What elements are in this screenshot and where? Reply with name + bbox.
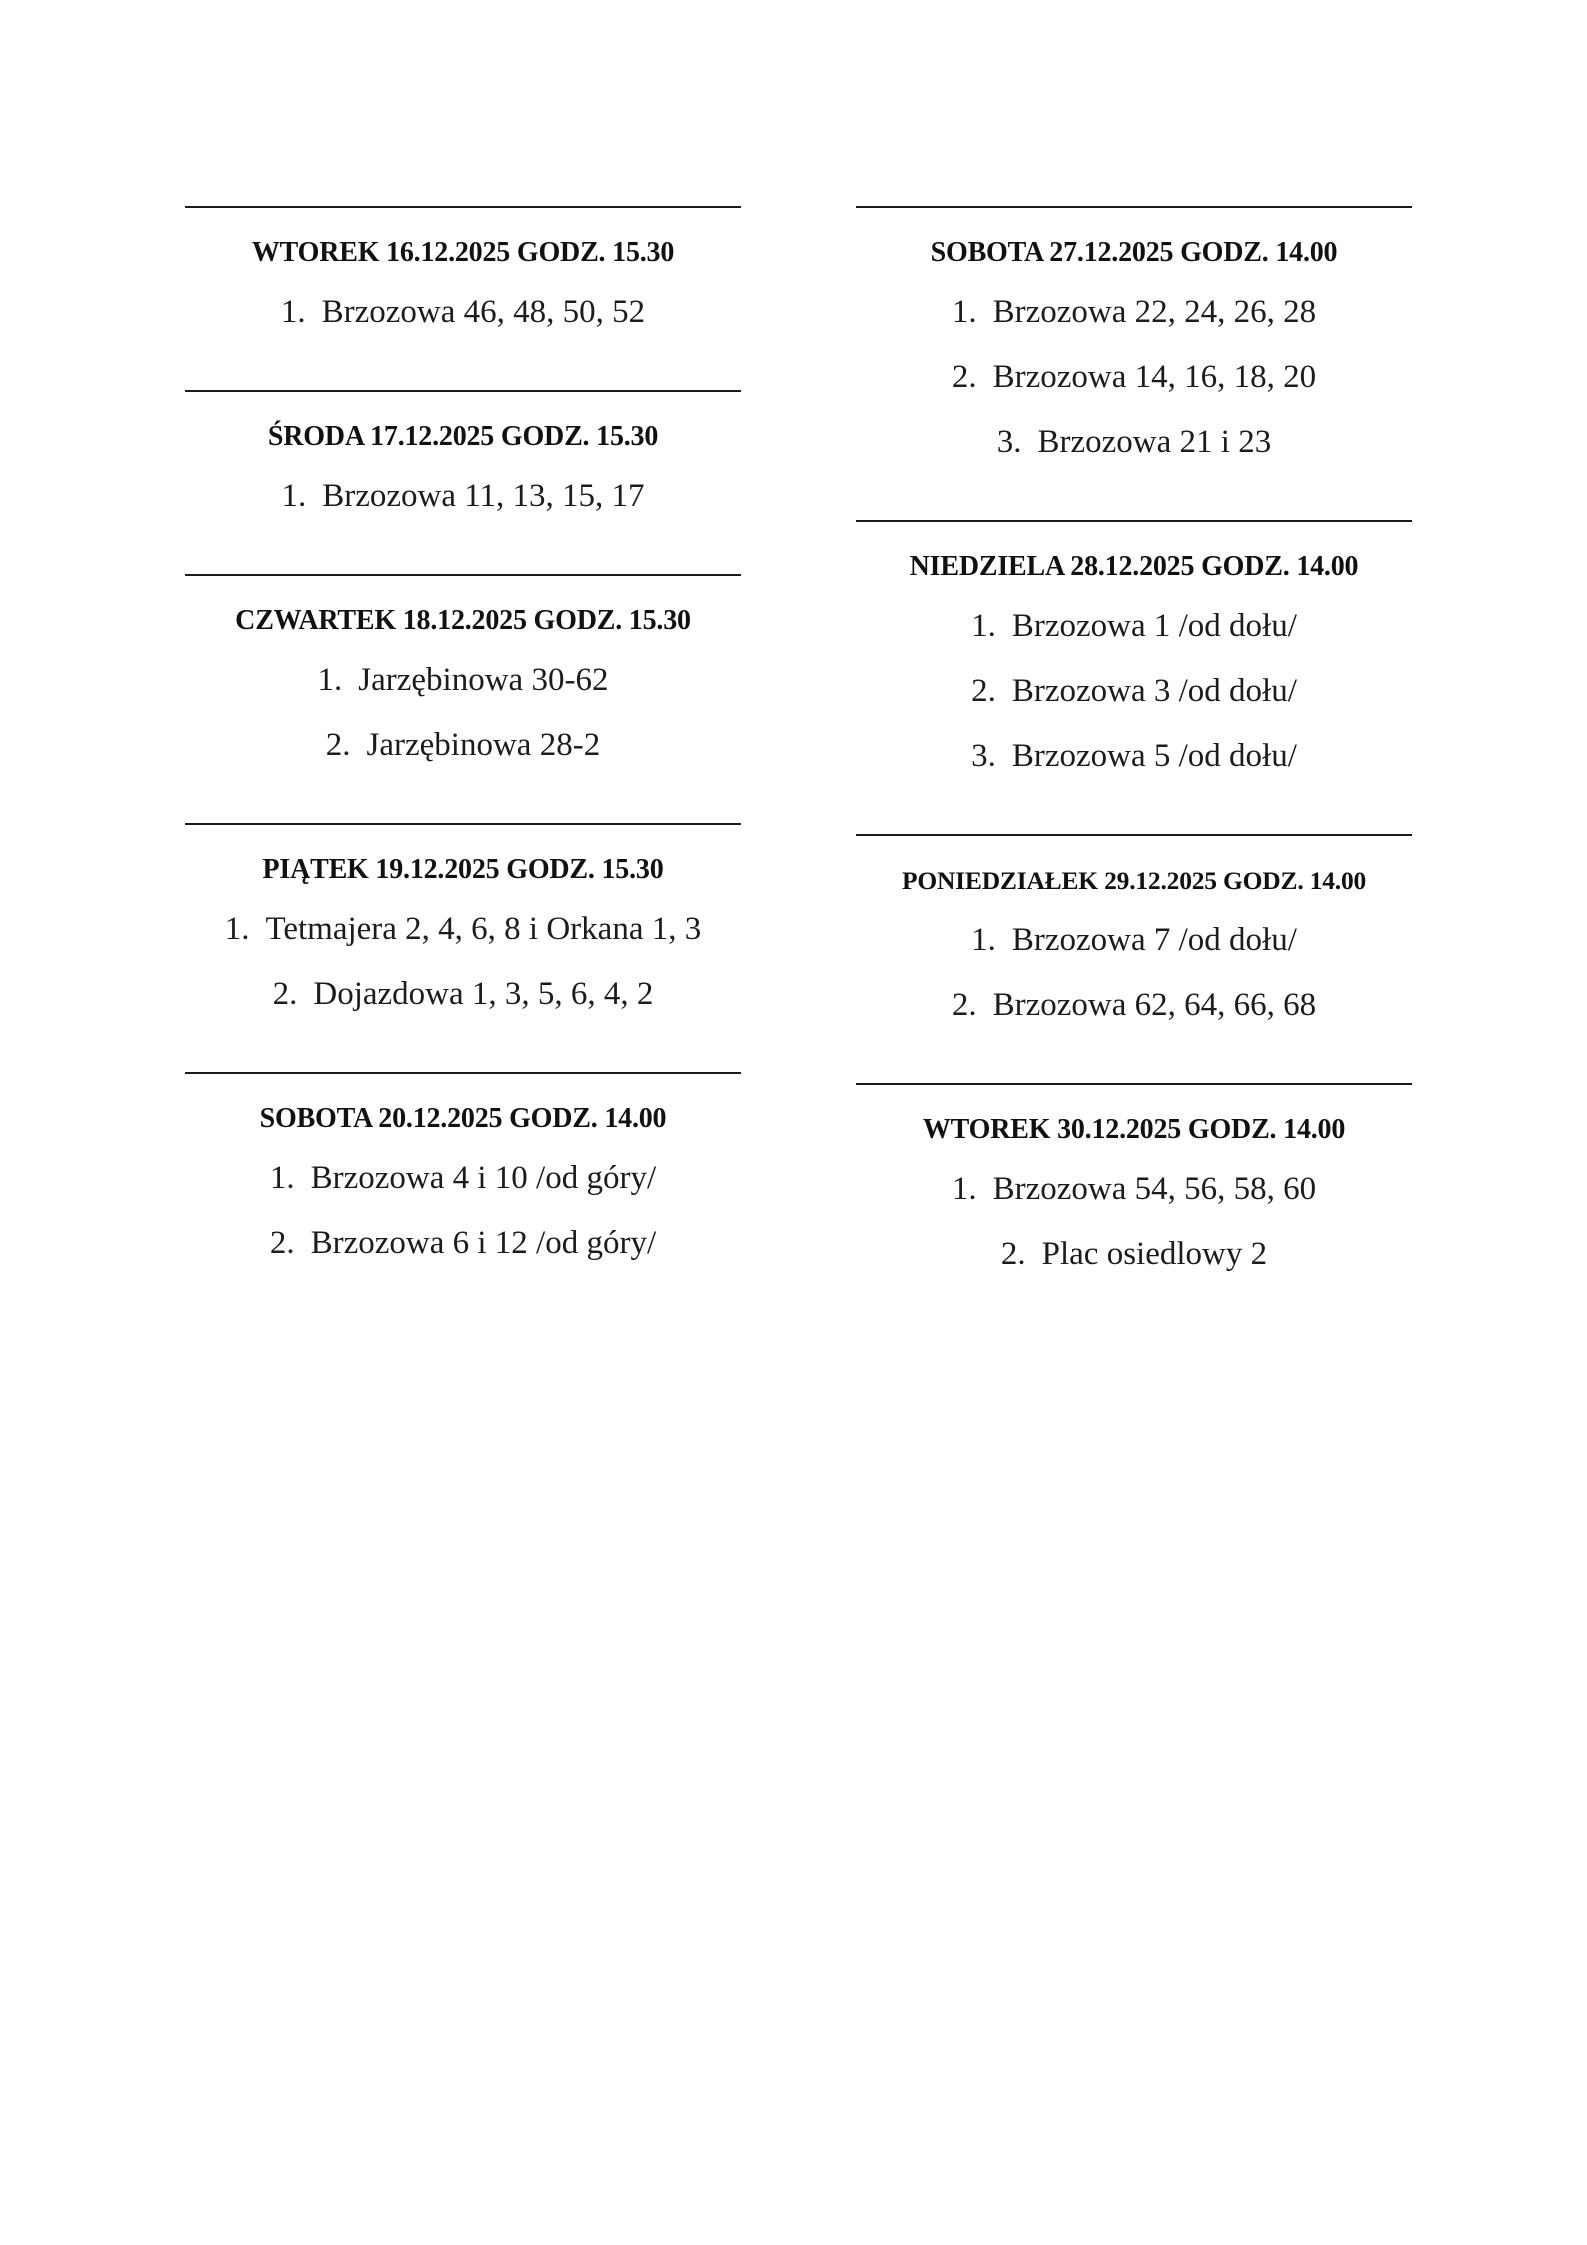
address-list-item	[185, 1211, 741, 1276]
item-address: Brzozowa 22, 24, 26, 28	[992, 294, 1317, 330]
schedule-section	[185, 390, 741, 574]
schedule-section	[856, 1083, 1412, 1332]
item-number: 2.	[971, 673, 996, 709]
section-spacer	[185, 1027, 741, 1072]
address-list	[185, 280, 741, 345]
item-number: 1.	[951, 294, 977, 330]
section-divider	[856, 834, 1412, 836]
address-list-item	[856, 659, 1412, 724]
address-list-item	[856, 280, 1412, 345]
item-number: 2.	[951, 359, 977, 395]
left-schedule-column	[185, 206, 741, 1321]
section-heading: WTOREK 30.12.2025 GODZ. 14.00	[922, 1114, 1346, 1145]
section-spacer	[185, 1276, 741, 1321]
right-schedule-column	[856, 206, 1412, 1332]
address-list	[856, 908, 1412, 1038]
section-heading: ŚRODA 17.12.2025 GODZ. 15.30	[267, 421, 659, 452]
section-spacer	[856, 1287, 1412, 1332]
section-spacer	[856, 475, 1412, 520]
section-divider	[856, 206, 1412, 208]
address-list-item	[856, 345, 1412, 410]
section-divider	[185, 574, 741, 576]
item-address: Jarzębinowa 28-2	[366, 727, 601, 763]
address-list-item	[856, 1157, 1412, 1222]
item-address: Brzozowa 14, 16, 18, 20	[992, 359, 1317, 395]
section-divider	[856, 1083, 1412, 1085]
item-address: Tetmajera 2, 4, 6, 8 i Orkana 1, 3	[265, 911, 702, 947]
item-number: 2.	[325, 727, 351, 763]
item-address: Brzozowa 4 i 10 /od góry/	[310, 1160, 657, 1196]
item-address: Brzozowa 5 /od dołu/	[1011, 738, 1297, 774]
item-number: 2.	[269, 1225, 295, 1261]
section-spacer	[856, 1038, 1412, 1083]
section-heading: SOBOTA 20.12.2025 GODZ. 14.00	[259, 1103, 667, 1134]
section-heading: PONIEDZIAŁEK 29.12.2025 GODZ. 14.00	[901, 866, 1367, 895]
item-address: Brzozowa 62, 64, 66, 68	[992, 987, 1317, 1023]
address-list	[185, 1146, 741, 1276]
address-list	[185, 464, 741, 529]
address-list-item	[856, 410, 1412, 475]
address-list-item	[185, 962, 741, 1027]
item-address: Brzozowa 1 /od dołu/	[1011, 608, 1297, 644]
section-divider	[185, 823, 741, 825]
section-divider	[185, 206, 741, 208]
schedule-section	[856, 520, 1412, 834]
address-list-item	[185, 713, 741, 778]
item-address: Brzozowa 6 i 12 /od góry/	[310, 1225, 657, 1261]
section-spacer	[185, 778, 741, 823]
item-number: 3.	[971, 738, 996, 774]
address-list-item	[856, 973, 1412, 1038]
item-address: Plac osiedlowy 2	[1041, 1236, 1268, 1272]
address-list-item	[185, 280, 741, 345]
address-list	[856, 594, 1412, 789]
address-list-item	[856, 724, 1412, 789]
address-list-item	[185, 1146, 741, 1211]
address-list	[185, 648, 741, 778]
address-list	[185, 897, 741, 1027]
address-list-item	[185, 464, 741, 529]
item-address: Brzozowa 11, 13, 15, 17	[322, 478, 645, 514]
section-divider	[185, 1072, 741, 1074]
schedule-section	[185, 206, 741, 390]
item-number: 1.	[269, 1160, 295, 1196]
section-heading: NIEDZIELA 28.12.2025 GODZ. 14.00	[909, 551, 1359, 582]
item-address: Brzozowa 21 i 23	[1037, 424, 1272, 460]
section-heading: CZWARTEK 18.12.2025 GODZ. 15.30	[235, 605, 691, 636]
item-address: Jarzębinowa 30-62	[358, 662, 609, 698]
address-list-item	[856, 908, 1412, 973]
item-number: 1.	[971, 922, 996, 958]
item-address: Brzozowa 54, 56, 58, 60	[992, 1171, 1317, 1207]
item-number: 1.	[281, 478, 307, 514]
item-number: 1.	[317, 662, 343, 698]
item-number: 2.	[272, 976, 298, 1012]
address-list-item	[856, 594, 1412, 659]
address-list-item	[185, 648, 741, 713]
address-list	[856, 1157, 1412, 1287]
section-divider	[856, 520, 1412, 522]
section-divider	[185, 390, 741, 392]
schedule-section	[185, 1072, 741, 1321]
item-address: Brzozowa 46, 48, 50, 52	[321, 294, 646, 330]
item-number: 1.	[971, 608, 996, 644]
section-heading: PIĄTEK 19.12.2025 GODZ. 15.30	[262, 854, 664, 885]
item-number: 1.	[224, 911, 250, 947]
section-heading: SOBOTA 27.12.2025 GODZ. 14.00	[930, 237, 1338, 268]
item-number: 2.	[1000, 1236, 1026, 1272]
section-spacer	[856, 789, 1412, 834]
item-number: 1.	[280, 294, 306, 330]
schedule-section	[856, 206, 1412, 520]
schedule-section	[185, 574, 741, 823]
schedule-section	[185, 823, 741, 1072]
schedule-section	[856, 834, 1412, 1083]
item-address: Dojazdowa 1, 3, 5, 6, 4, 2	[313, 976, 654, 1012]
item-number: 1.	[951, 1171, 977, 1207]
section-spacer	[185, 345, 741, 390]
item-number: 2.	[951, 987, 977, 1023]
address-list-item	[185, 897, 741, 962]
address-list-item	[856, 1222, 1412, 1287]
item-number: 3.	[996, 424, 1022, 460]
address-list	[856, 280, 1412, 475]
section-heading: WTOREK 16.12.2025 GODZ. 15.30	[251, 237, 675, 268]
section-spacer	[185, 529, 741, 574]
item-address: Brzozowa 7 /od dołu/	[1011, 922, 1297, 958]
item-address: Brzozowa 3 /od dołu/	[1011, 673, 1297, 709]
